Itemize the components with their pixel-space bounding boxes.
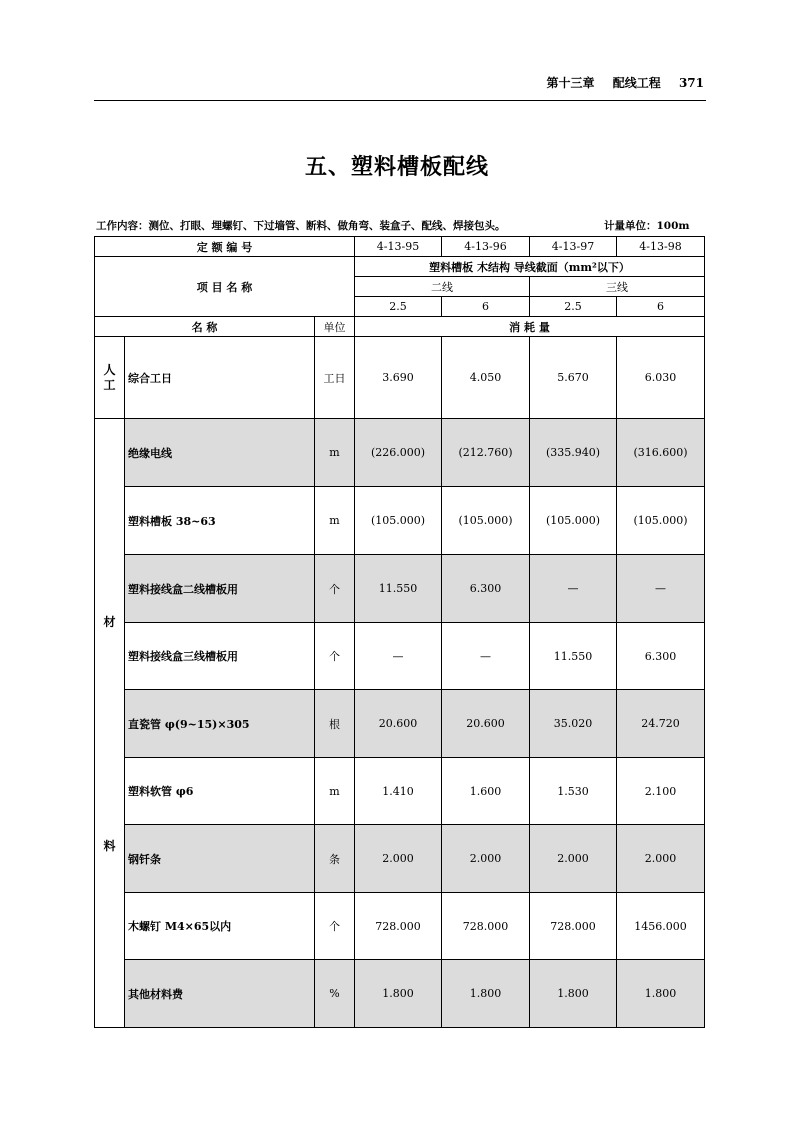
spec-title-row	[95, 257, 705, 277]
row-unit: 个	[315, 555, 355, 623]
row-value: 24.720	[617, 690, 705, 758]
row-unit: 工日	[315, 337, 355, 419]
item-name-label: 项 目 名 称	[95, 257, 355, 317]
row-name: 木螺钉 M4×65以内	[125, 893, 315, 960]
page-title: 五、塑料槽板配线	[304, 154, 489, 180]
row-unit: 根	[315, 690, 355, 758]
material-row	[95, 555, 705, 623]
page-number: 371	[678, 76, 704, 90]
group-three-wire: 三线	[530, 277, 705, 297]
material-row	[95, 419, 705, 487]
labor-category: 人工	[95, 337, 125, 419]
row-name: 塑料接线盒二线槽板用	[125, 555, 315, 623]
row-value: 20.600	[442, 690, 530, 758]
row-unit: m	[315, 419, 355, 487]
row-name: 综合工日	[125, 337, 315, 419]
row-value: 1.530	[530, 758, 617, 825]
material-row	[95, 487, 705, 555]
measure-unit: 计量单位：100m	[604, 220, 690, 232]
row-name: 钢钎条	[125, 825, 315, 893]
row-value: 1456.000	[617, 893, 705, 960]
row-value: 2.000	[617, 825, 705, 893]
row-value: 2.000	[355, 825, 442, 893]
header-rule	[94, 100, 706, 101]
row-value: 1.800	[442, 960, 530, 1028]
row-name: 塑料接线盒三线槽板用	[125, 623, 315, 690]
work-content: 工作内容：测位、打眼、埋螺钉、下过墙管、断料、做角弯、装盒子、配线、焊接包头。	[96, 220, 506, 232]
row-unit: %	[315, 960, 355, 1028]
material-category-top: 材	[103, 615, 116, 629]
spec-title: 塑料槽板 木结构 导线截面（mm²以下）	[355, 257, 705, 277]
row-value: 6.300	[442, 555, 530, 623]
row-value: 4.050	[442, 337, 530, 419]
row-value: 1.800	[355, 960, 442, 1028]
labor-row	[95, 337, 705, 419]
row-value: —	[530, 555, 617, 623]
row-value: 1.800	[530, 960, 617, 1028]
material-rows	[95, 419, 705, 1028]
row-value: —	[442, 623, 530, 690]
row-unit: 个	[315, 623, 355, 690]
row-value: 35.020	[530, 690, 617, 758]
material-row	[95, 623, 705, 690]
row-value: 728.000	[530, 893, 617, 960]
row-unit: 条	[315, 825, 355, 893]
row-value: 6.300	[617, 623, 705, 690]
row-value: (105.000)	[442, 487, 530, 555]
row-value: 1.600	[442, 758, 530, 825]
row-name: 绝缘电线	[125, 419, 315, 487]
material-row	[95, 758, 705, 825]
row-value: 5.670	[530, 337, 617, 419]
quota-code-row	[95, 237, 705, 257]
section-value: 2.5	[355, 297, 442, 317]
row-value: 728.000	[442, 893, 530, 960]
material-row	[95, 825, 705, 893]
row-value: (226.000)	[355, 419, 442, 487]
row-value: 20.600	[355, 690, 442, 758]
row-value: 2.100	[617, 758, 705, 825]
chapter-label: 第十三章	[546, 76, 595, 90]
row-unit: m	[315, 758, 355, 825]
row-value: 11.550	[355, 555, 442, 623]
quota-code: 4-13-98	[617, 237, 705, 257]
row-name: 塑料软管 φ6	[125, 758, 315, 825]
row-value: 728.000	[355, 893, 442, 960]
row-name: 直瓷管 φ(9~15)×305	[125, 690, 315, 758]
row-value: 1.800	[617, 960, 705, 1028]
row-value: (335.940)	[530, 419, 617, 487]
row-name: 其他材料费	[125, 960, 315, 1028]
unit-header: 单位	[315, 317, 355, 337]
row-name: 塑料槽板 38~63	[125, 487, 315, 555]
consumption-header: 消 耗 量	[355, 317, 705, 337]
section-label: 配线工程	[612, 76, 661, 90]
row-value: (316.600)	[617, 419, 705, 487]
section-value: 6	[442, 297, 530, 317]
section-value: 6	[617, 297, 705, 317]
quota-code: 4-13-95	[355, 237, 442, 257]
material-category	[95, 419, 125, 1028]
quota-table	[94, 236, 705, 1028]
row-value: 1.410	[355, 758, 442, 825]
quota-code: 4-13-97	[530, 237, 617, 257]
row-unit: m	[315, 487, 355, 555]
row-value: (105.000)	[530, 487, 617, 555]
row-value: (105.000)	[355, 487, 442, 555]
row-value: 2.000	[442, 825, 530, 893]
group-two-wire: 二线	[355, 277, 530, 297]
quota-code: 4-13-96	[442, 237, 530, 257]
material-row	[95, 690, 705, 758]
material-row	[95, 960, 705, 1028]
running-header	[94, 74, 704, 94]
row-value: 3.690	[355, 337, 442, 419]
row-value: —	[617, 555, 705, 623]
row-unit: 个	[315, 893, 355, 960]
column-header-row	[95, 317, 705, 337]
section-value: 2.5	[530, 297, 617, 317]
row-value: —	[355, 623, 442, 690]
row-value: (105.000)	[617, 487, 705, 555]
row-value: 2.000	[530, 825, 617, 893]
row-value: 6.030	[617, 337, 705, 419]
material-row	[95, 893, 705, 960]
name-header: 名 称	[95, 317, 315, 337]
material-category-bottom: 料	[103, 839, 116, 853]
row-value: (212.760)	[442, 419, 530, 487]
quota-label: 定 额 编 号	[95, 237, 355, 257]
row-value: 11.550	[530, 623, 617, 690]
